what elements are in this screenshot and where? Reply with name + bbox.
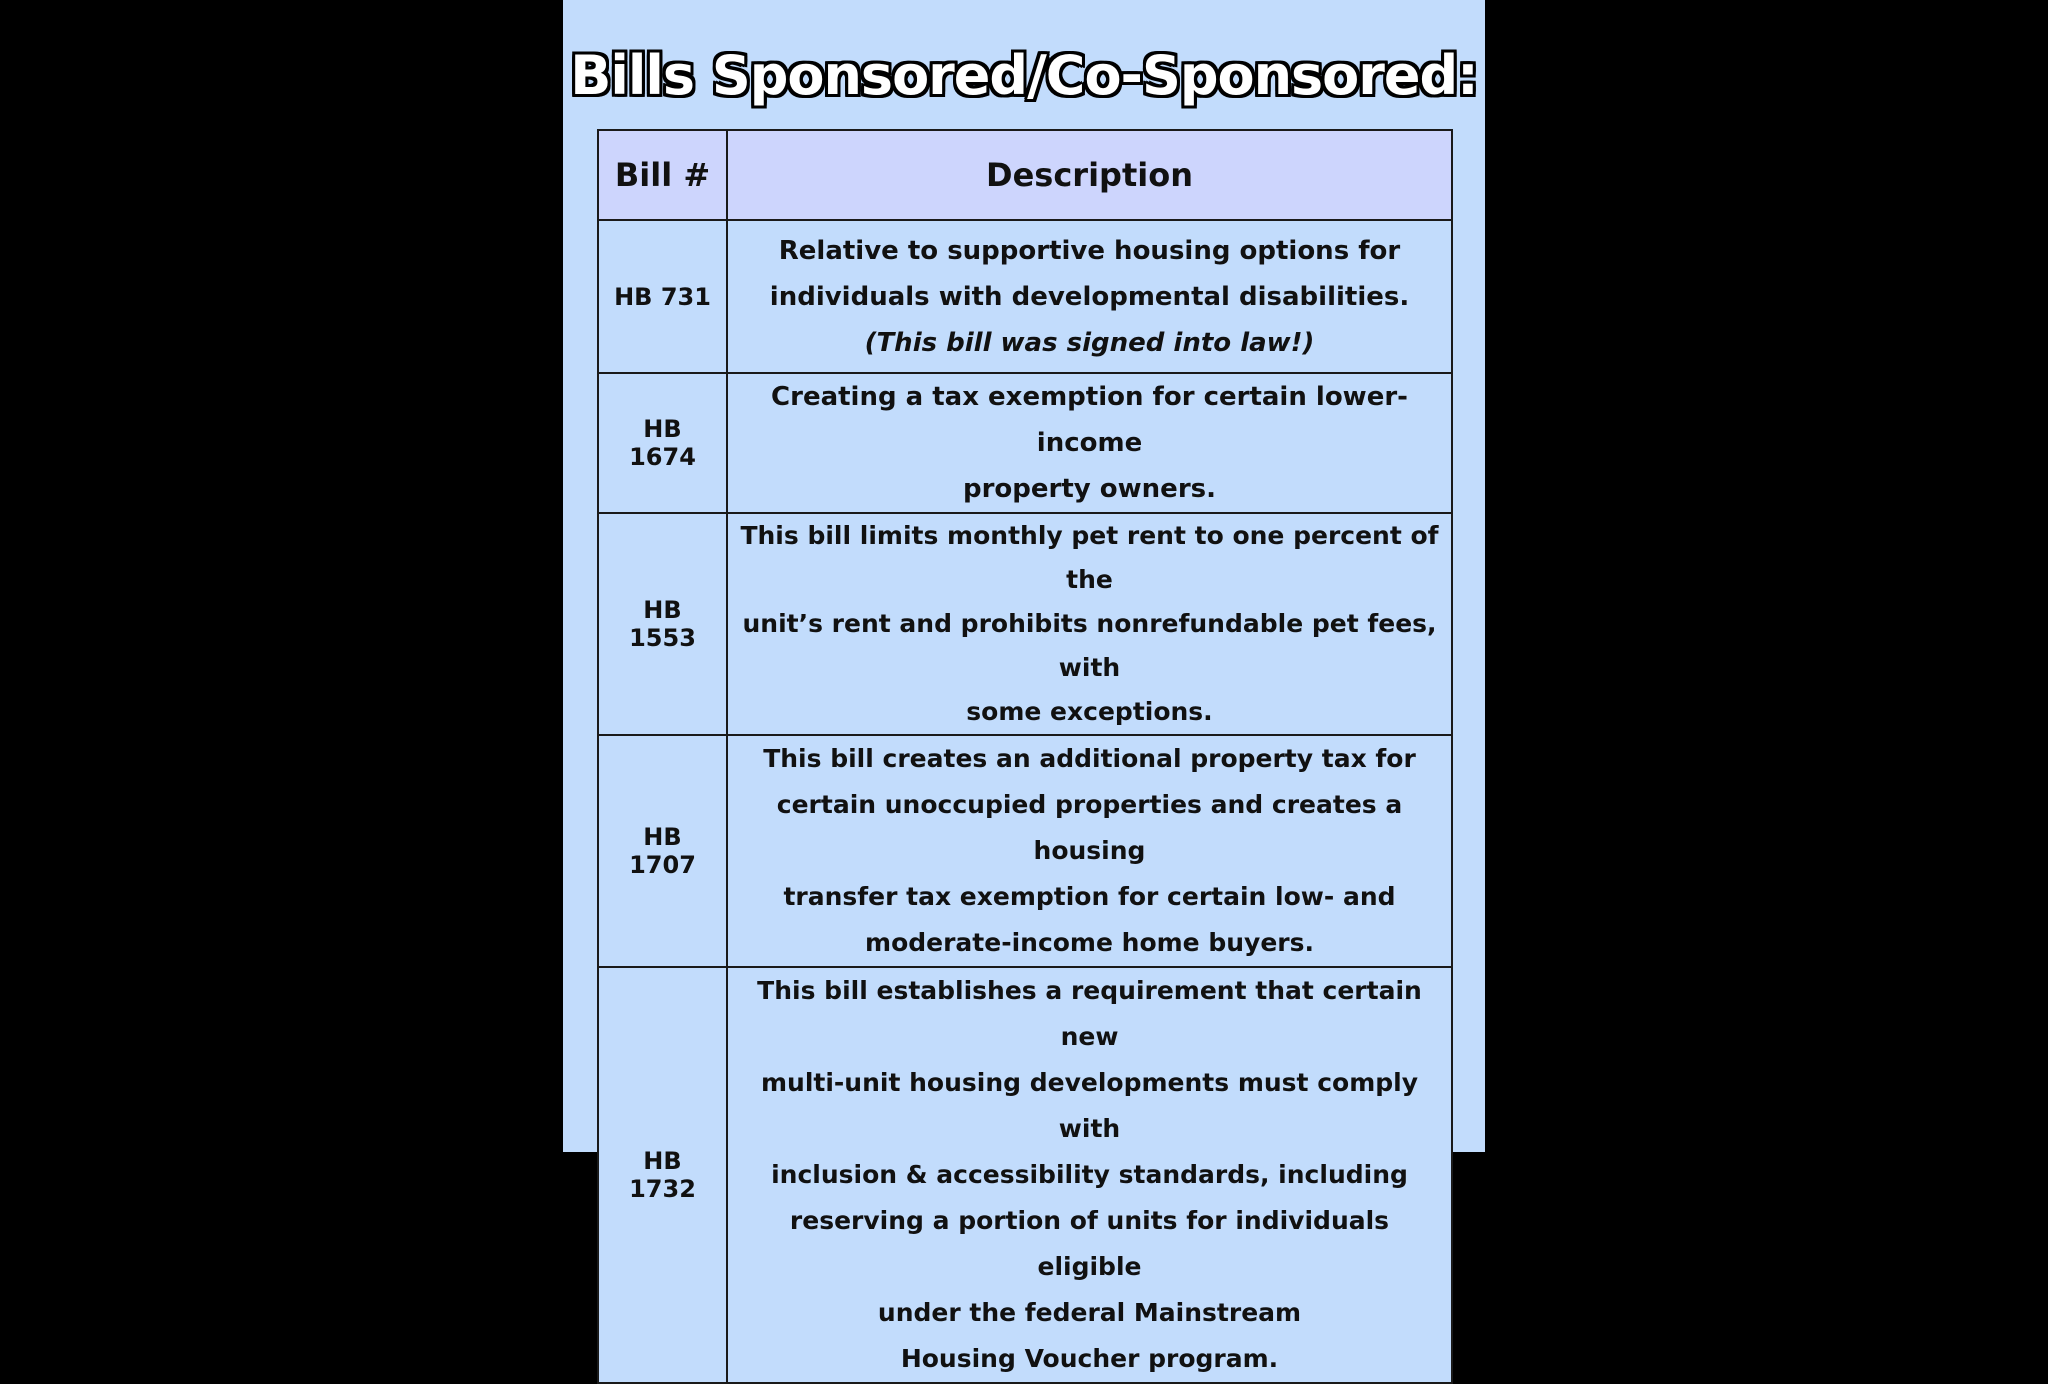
description-line: unit’s rent and prohibits nonrefundable pet fees, with xyxy=(742,609,1437,682)
column-header-bill: Bill # xyxy=(598,130,727,220)
bill-description xyxy=(727,967,1452,1383)
description-line: property owners. xyxy=(963,474,1216,504)
description-line: multi-unit housing developments must comply with xyxy=(760,1068,1419,1143)
bill-number: HB 731 xyxy=(598,220,727,373)
table-row xyxy=(598,967,1452,1383)
bill-number: HB 1674 xyxy=(598,373,727,513)
description-line: individuals with developmental disabilities. xyxy=(769,281,1410,312)
bill-number: HB 1707 xyxy=(598,735,727,967)
table-row xyxy=(598,220,1452,373)
description-line: Housing Voucher program. xyxy=(900,1344,1279,1373)
description-line: This bill establishes a requirement that certain new xyxy=(757,976,1422,1051)
table-row xyxy=(598,513,1452,735)
signed-into-law-note: (This bill was signed into law!) xyxy=(864,327,1315,358)
description-line: This bill limits monthly pet rent to one percent of the xyxy=(740,521,1439,594)
bill-number: HB 1732 xyxy=(598,967,727,1383)
table-row xyxy=(598,735,1452,967)
bill-description xyxy=(727,513,1452,735)
document-panel xyxy=(563,0,1485,1373)
description-line: Creating a tax exemption for certain lower-income xyxy=(771,382,1408,458)
column-header-description: Description xyxy=(727,130,1452,220)
description-line: some exceptions. xyxy=(966,697,1213,726)
table-header-row xyxy=(598,130,1452,220)
description-line: transfer tax exemption for certain low- and xyxy=(783,882,1396,911)
description-line: under the federal Mainstream xyxy=(877,1298,1302,1327)
table-row xyxy=(598,373,1452,513)
description-line: certain unoccupied properties and creates a housing xyxy=(776,790,1403,865)
bill-description xyxy=(727,735,1452,967)
description-line: inclusion & accessibility standards, including xyxy=(771,1160,1408,1189)
bill-description xyxy=(727,220,1452,373)
description-line: moderate-income home buyers. xyxy=(865,928,1314,957)
description-line: This bill creates an additional property tax for xyxy=(763,744,1416,773)
bill-number: HB 1553 xyxy=(598,513,727,735)
description-line: reserving a portion of units for individuals eligible xyxy=(789,1206,1390,1281)
description-line: Relative to supportive housing options for xyxy=(778,235,1401,266)
page-title: Bills Sponsored/Co-Sponsored: xyxy=(570,44,1478,107)
bill-description xyxy=(727,373,1452,513)
bills-table xyxy=(597,129,1453,1384)
